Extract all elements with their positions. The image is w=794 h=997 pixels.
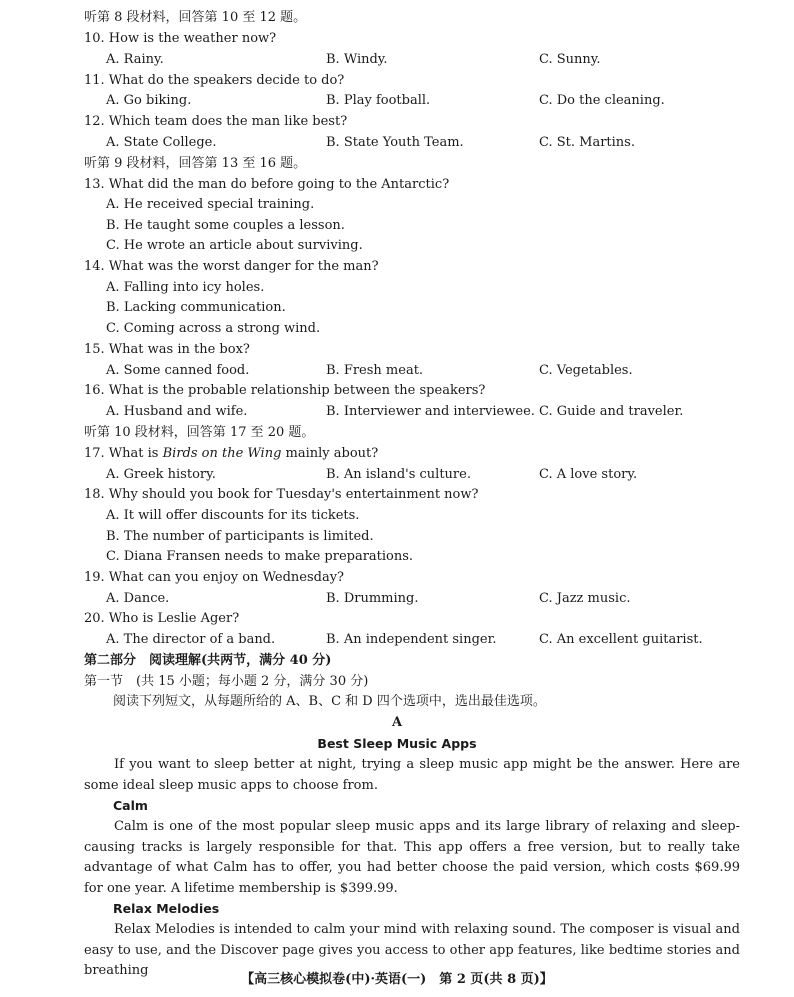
option-a: A. Rainy. <box>106 52 164 67</box>
app-heading-calm: Calm <box>113 798 148 813</box>
question-16-options <box>0 402 794 422</box>
question-stem: 11. What do the speakers decide to do? <box>84 73 345 88</box>
question-stem: 20. Who is Leslie Ager? <box>84 611 240 626</box>
question-11 <box>0 71 794 91</box>
app-heading-relax-melodies: Relax Melodies <box>113 901 220 916</box>
part-title-text: 第二部分 阅读理解(共两节，满分 40 分) <box>84 653 332 668</box>
option-a: A. Go biking. <box>106 93 192 108</box>
question-stem: 16. What is the probable relationship between the speakers? <box>84 383 486 398</box>
part-two-title <box>0 651 794 671</box>
question-13-option-c <box>0 236 794 256</box>
question-18 <box>0 485 794 505</box>
passage-label <box>0 713 794 733</box>
question-13-option-b <box>0 216 794 236</box>
question-14-option-b <box>0 298 794 318</box>
passage-label-text: A <box>391 715 403 730</box>
option-c: C. Coming across a strong wind. <box>106 321 321 336</box>
question-18-option-b <box>0 527 794 547</box>
option-c: C. St. Martins. <box>539 135 635 150</box>
passage-intro-text: If you want to sleep better at night, trying a sleep music app might be the answer. Here are some ideal sleep music apps to choose from. <box>84 757 740 793</box>
question-12 <box>0 112 794 132</box>
question-14-option-a <box>0 278 794 298</box>
question-20-options <box>0 630 794 650</box>
option-b: B. An island's culture. <box>326 467 471 482</box>
question-17-options <box>0 465 794 485</box>
option-c: C. Jazz music. <box>539 591 631 606</box>
option-a: A. Some canned food. <box>106 363 250 378</box>
question-stem: 18. Why should you book for Tuesday's entertainment now? <box>84 487 479 502</box>
app-text-relax-melodies: Relax Melodies is intended to calm your mind with relaxing sound. The composer is visual and easy to use, and the Discover page gives you access to other app features, like bedtime stories and breathing <box>84 922 740 979</box>
question-14-option-c <box>0 319 794 339</box>
section-instruction <box>0 692 794 712</box>
question-15 <box>0 340 794 360</box>
app-text-calm: Calm is one of the most popular sleep music apps and its large library of relaxing and sleep-causing tracks is largely responsible for that. This app offers a free version, but to really take advantage of what Calm has to offer, you had better choose the paid version, which costs $69.99 for one year. A lifetime membership is $399.99. <box>84 819 740 897</box>
question-stem: 15. What was in the box? <box>84 342 250 357</box>
section-intro <box>0 8 794 28</box>
option-b: B. Windy. <box>326 52 388 67</box>
page-footer: 【高三核心模拟卷(中)·英语(一) 第 2 页(共 8 页)】 <box>241 972 553 987</box>
question-14 <box>0 257 794 277</box>
question-11-options <box>0 91 794 111</box>
passage-title-text: Best Sleep Music Apps <box>317 736 477 751</box>
question-stem: 19. What can you enjoy on Wednesday? <box>84 570 345 585</box>
passage-intro <box>84 755 740 796</box>
question-12-options <box>0 133 794 153</box>
app-paragraph-calm <box>84 817 740 900</box>
option-a: A. State College. <box>106 135 217 150</box>
section-intro <box>0 423 794 443</box>
option-a: A. Greek history. <box>106 467 216 482</box>
question-13-option-a <box>0 195 794 215</box>
option-b: B. The number of participants is limited. <box>106 529 374 544</box>
option-a: A. Falling into icy holes. <box>106 280 265 295</box>
option-a: A. It will offer discounts for its tickets. <box>106 508 360 523</box>
option-c: C. Sunny. <box>539 52 601 67</box>
section-one-title <box>0 672 794 692</box>
option-a: A. He received special training. <box>106 197 315 212</box>
option-a: A. The director of a band. <box>106 632 276 647</box>
option-a: A. Dance. <box>106 591 170 606</box>
option-b: B. State Youth Team. <box>326 135 464 150</box>
option-c: C. Vegetables. <box>539 363 633 378</box>
option-b: B. Fresh meat. <box>326 363 424 378</box>
section-intro-text: 听第 8 段材料，回答第 10 至 12 题。 <box>84 10 307 25</box>
book-title: Birds on the Wing <box>162 446 282 461</box>
section-intro <box>0 154 794 174</box>
option-c: C. Diana Fransen needs to make preparations. <box>106 549 414 564</box>
question-19 <box>0 568 794 588</box>
option-b: B. Drumming. <box>326 591 419 606</box>
option-b: B. He taught some couples a lesson. <box>106 218 345 233</box>
option-c: C. He wrote an article about surviving. <box>106 238 363 253</box>
section-intro-text: 听第 9 段材料，回答第 13 至 16 题。 <box>84 156 307 171</box>
question-stem: 14. What was the worst danger for the man? <box>84 259 379 274</box>
option-c: C. Do the cleaning. <box>539 93 665 108</box>
question-stem <box>84 444 378 464</box>
option-b: B. Lacking communication. <box>106 300 286 315</box>
question-20 <box>0 609 794 629</box>
question-19-options <box>0 589 794 609</box>
stem-suffix: mainly about? <box>281 446 379 461</box>
option-c: C. An excellent guitarist. <box>539 632 703 647</box>
passage-title <box>0 734 794 754</box>
question-17 <box>0 444 794 464</box>
question-stem: 12. Which team does the man like best? <box>84 114 348 129</box>
option-c: C. Guide and traveler. <box>539 404 684 419</box>
option-b: B. Interviewer and interviewee. <box>326 404 535 419</box>
section-title-text: 第一节 (共 15 小题；每小题 2 分，满分 30 分) <box>84 674 369 689</box>
option-b: B. Play football. <box>326 93 431 108</box>
question-18-option-c <box>0 547 794 567</box>
question-stem: 13. What did the man do before going to the Antarctic? <box>84 177 450 192</box>
option-c: C. A love story. <box>539 467 638 482</box>
stem-prefix: 17. What is <box>84 446 163 461</box>
question-15-options <box>0 361 794 381</box>
question-13 <box>0 175 794 195</box>
question-stem: 10. How is the weather now? <box>84 31 277 46</box>
option-b: B. An independent singer. <box>326 632 497 647</box>
question-10-options <box>0 50 794 70</box>
section-intro-text: 听第 10 段材料，回答第 17 至 20 题。 <box>84 425 315 440</box>
question-10 <box>0 29 794 49</box>
option-a: A. Husband and wife. <box>106 404 248 419</box>
question-16 <box>0 381 794 401</box>
instruction-text: 阅读下列短文，从每题所给的 A、B、C 和 D 四个选项中，选出最佳选项。 <box>113 694 546 709</box>
question-18-option-a <box>0 506 794 526</box>
